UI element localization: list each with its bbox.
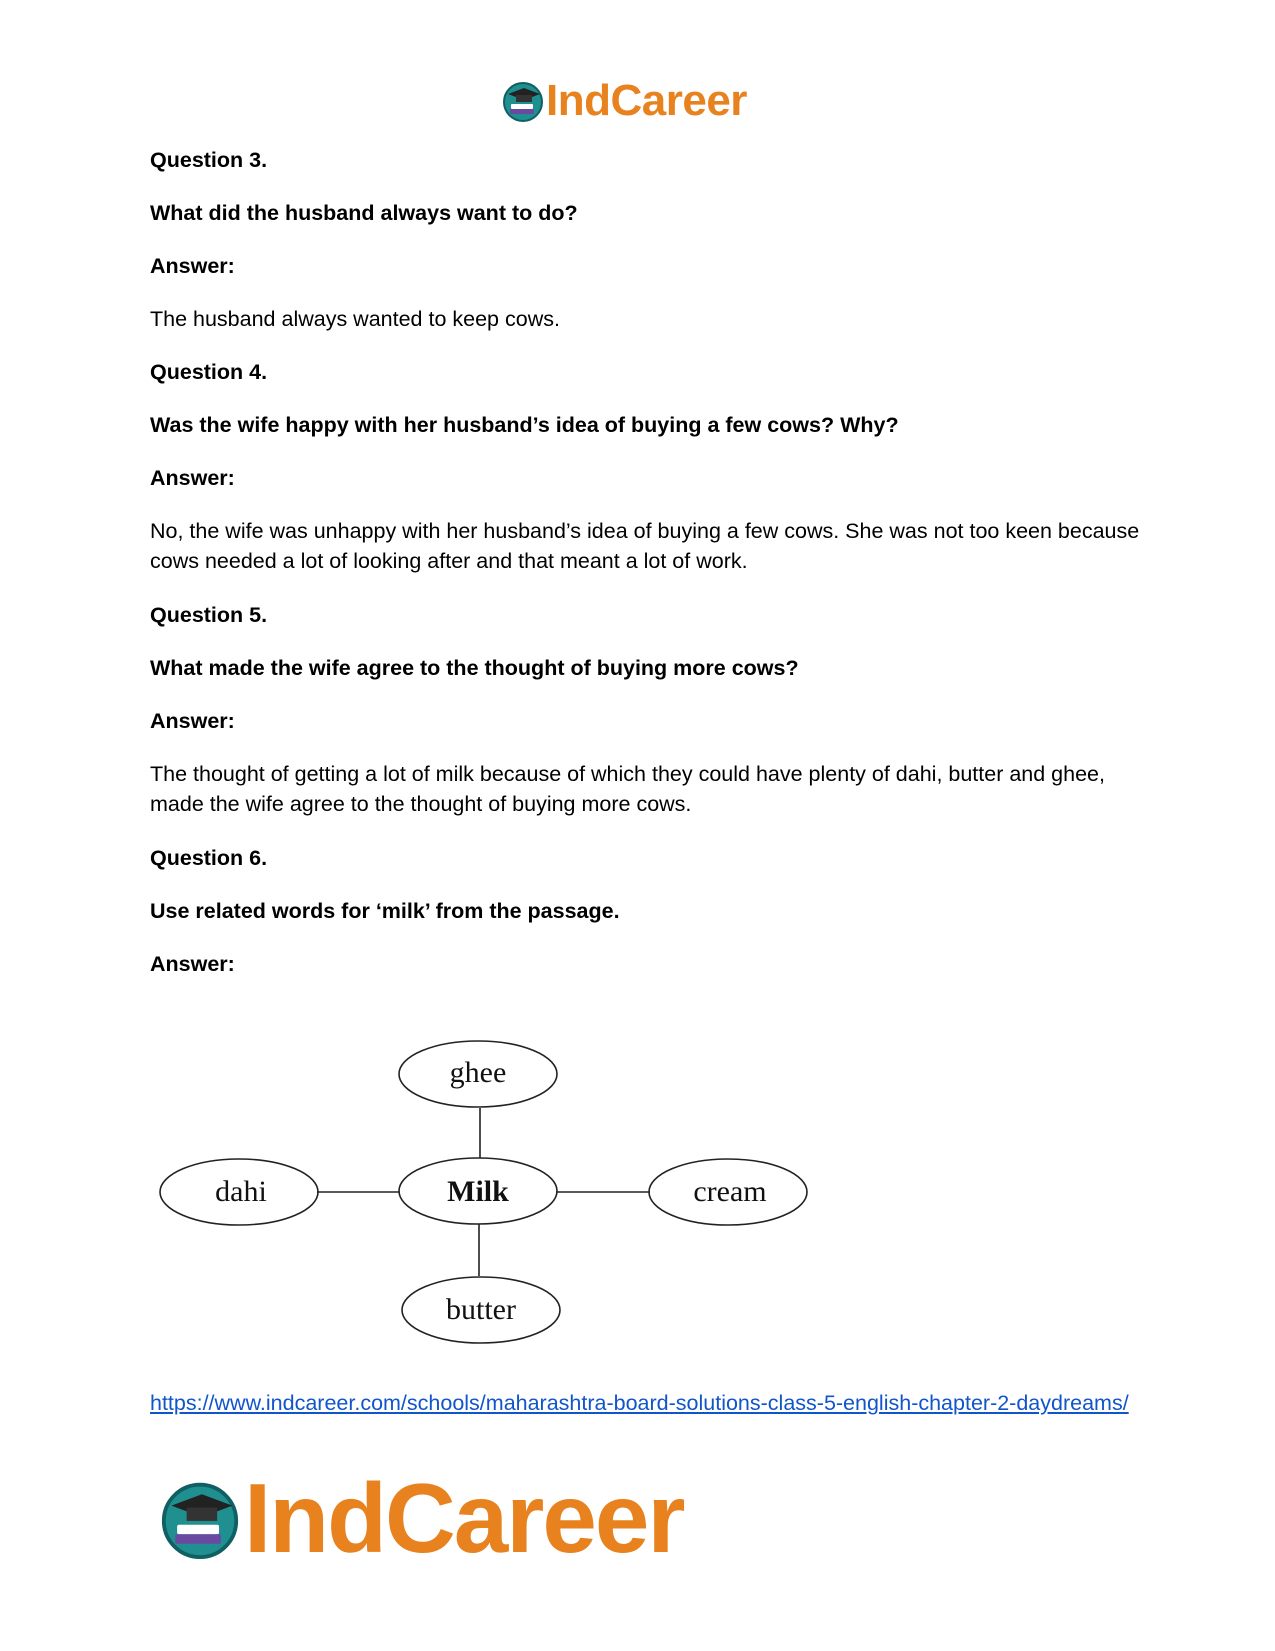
question-text: What did the husband always want to do? <box>150 201 578 225</box>
header-logo <box>502 76 747 126</box>
answer-label: Answer: <box>150 709 235 733</box>
milk-word-web <box>150 1040 830 1360</box>
answer-label: Answer: <box>150 952 235 976</box>
question-text: Was the wife happy with her husband’s idea of buying a few cows? Why? <box>150 413 899 437</box>
answer-text: The thought of getting a lot of milk because of which they could have plenty of dahi, butter and ghee, made the wife agree to the thought of buying more cows. <box>150 762 1105 816</box>
question-label: Question 3. <box>150 148 268 172</box>
graduation-cap-globe-icon <box>160 1479 240 1559</box>
question-text: What made the wife agree to the thought of buying more cows? <box>150 656 799 680</box>
question-label: Question 4. <box>150 360 268 384</box>
logo-wordmark: IndCareer <box>546 76 747 125</box>
node-bottom: butter <box>446 1293 516 1326</box>
question-text: Use related words for ‘milk’ from the passage. <box>150 899 620 923</box>
question-label: Question 6. <box>150 846 268 870</box>
answer-label: Answer: <box>150 466 235 490</box>
logo-wordmark: IndCareer <box>244 1463 684 1573</box>
node-top: ghee <box>449 1056 507 1089</box>
footer-logo <box>160 1462 684 1575</box>
node-center: Milk <box>447 1175 509 1208</box>
node-right: cream <box>693 1175 767 1208</box>
answer-label: Answer: <box>150 254 235 278</box>
answer-text: The husband always wanted to keep cows. <box>150 307 560 331</box>
node-left: dahi <box>215 1175 267 1208</box>
answer-text: No, the wife was unhappy with her husband’s idea of buying a few cows. She was not too keen because cows needed a lot of looking after and that meant a lot of work. <box>150 519 1140 573</box>
source-link[interactable]: https://www.indcareer.com/schools/maharashtra-board-solutions-class-5-english-chapter-2-daydreams/ <box>150 1391 1129 1415</box>
graduation-cap-globe-icon <box>502 80 544 122</box>
question-label: Question 5. <box>150 603 268 627</box>
